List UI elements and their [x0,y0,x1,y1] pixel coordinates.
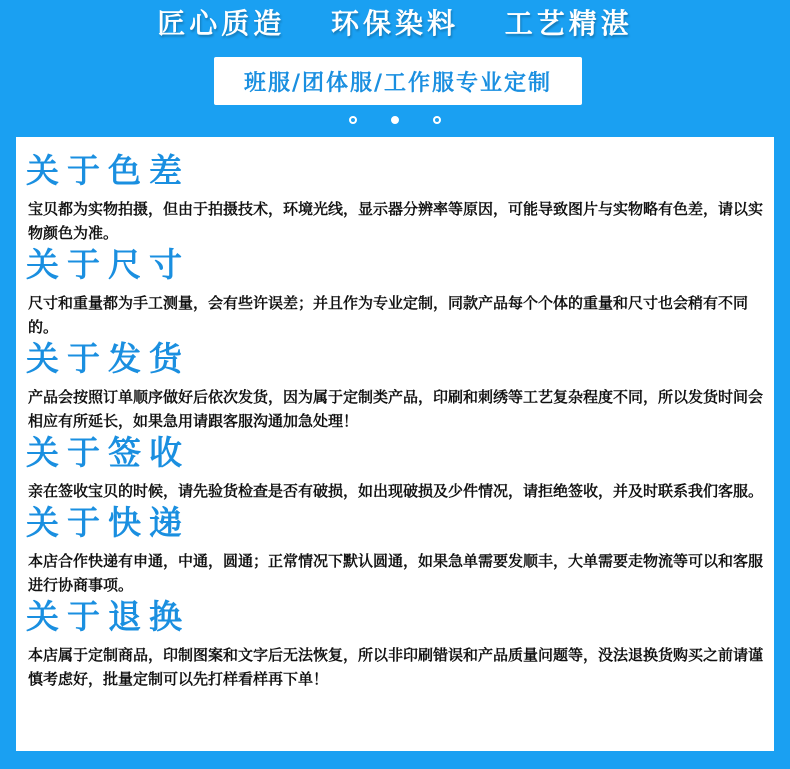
slogan-1: 匠心质造 [157,7,286,40]
slogan-3: 工艺精湛 [504,7,633,40]
section-color-difference [26,151,764,245]
section-shipping [26,339,764,433]
section-title: 关于快递 [26,503,190,542]
carousel-dots [0,116,790,124]
section-body: 产品会按照订单顺序做好后依次发货，因为属于定制类产品，印刷和刺绣等工艺复杂程度不同，所以发货时间会相应有所延长，如果急用请跟客服沟通加急处理！ [28,388,764,430]
section-size [26,245,764,339]
info-card [16,137,774,751]
section-receipt [26,433,764,503]
header-banner [0,0,790,140]
section-body: 本店属于定制商品，印制图案和文字后无法恢复，所以非印刷错误和产品质量问题等，没法退换货购买之前请谨慎考虑好，批量定制可以先打样看样再下单！ [28,646,764,688]
section-body: 宝贝都为实物拍摄，但由于拍摄技术，环境光线，显示器分辨率等原因，可能导致图片与实物略有色差，请以实物颜色为准。 [28,200,764,242]
carousel-dot-2[interactable] [391,116,399,124]
section-courier [26,503,764,597]
section-title: 关于签收 [26,433,190,472]
slogan-2: 环保染料 [330,7,459,40]
carousel-dot-3[interactable] [433,116,441,124]
subtitle-text: 班服/团体服/工作服专业定制 [243,70,553,96]
section-body: 亲在签收宝贝的时候，请先验货检查是否有破损，如出现破损及少件情况，请拒绝签收，并及时联系我们客服。 [28,482,764,500]
section-title: 关于尺寸 [26,245,190,284]
subtitle-box [214,57,582,105]
section-title: 关于退换 [26,597,190,636]
carousel-dot-1[interactable] [349,116,357,124]
section-title: 关于发货 [26,339,190,378]
section-body: 本店合作快递有申通，中通，圆通；正常情况下默认圆通，如果急单需要发顺丰，大单需要走物流等可以和客服进行协商事项。 [28,552,764,594]
slogan-line [0,2,790,42]
section-body: 尺寸和重量都为手工测量，会有些许误差；并且作为专业定制，同款产品每个个体的重量和尺寸也会稍有不同的。 [28,294,749,336]
section-returns [26,597,764,691]
section-title: 关于色差 [26,151,190,190]
